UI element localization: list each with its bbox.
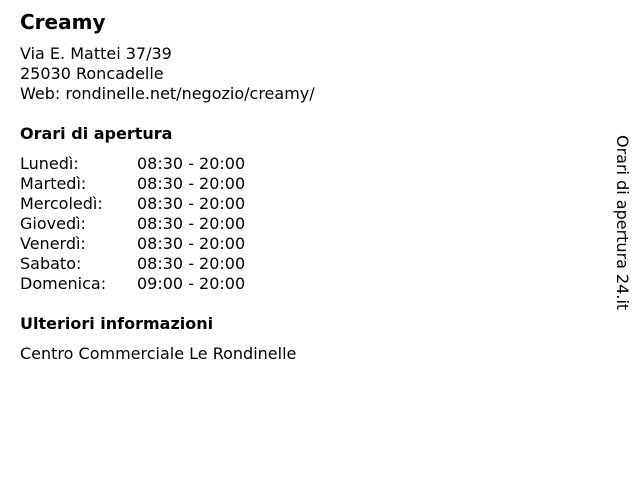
hours-row-friday (20, 234, 245, 254)
day-label: Sabato: (20, 254, 82, 273)
day-hours: 08:30 - 20:00 (137, 234, 246, 253)
hours-row-saturday (20, 254, 245, 274)
day-hours: 08:30 - 20:00 (137, 174, 246, 193)
day-label: Lunedì: (20, 154, 79, 173)
hours-row-sunday (20, 274, 245, 294)
hours-row-wednesday (20, 194, 245, 214)
hours-row-monday (20, 154, 245, 174)
address-street: Via E. Mattei 37/39 (20, 44, 172, 63)
additional-info-text: Centro Commerciale Le Rondinelle (20, 344, 297, 363)
day-label: Mercoledì: (20, 194, 103, 213)
day-label: Giovedì: (20, 214, 86, 233)
site-brand-vertical: Orari di apertura 24.it (613, 135, 632, 311)
website-line: Web: rondinelle.net/negozio/creamy/ (20, 84, 315, 103)
day-hours: 08:30 - 20:00 (137, 214, 246, 233)
day-label: Venerdì: (20, 234, 86, 253)
additional-info-heading: Ulteriori informazioni (20, 314, 214, 333)
opening-hours-table (20, 154, 245, 294)
store-name: Creamy (20, 10, 106, 34)
day-hours: 08:30 - 20:00 (137, 154, 246, 173)
day-hours: 08:30 - 20:00 (137, 254, 246, 273)
address-city: 25030 Roncadelle (20, 64, 164, 83)
opening-hours-heading: Orari di apertura (20, 124, 173, 143)
hours-row-tuesday (20, 174, 245, 194)
day-hours: 08:30 - 20:00 (137, 194, 246, 213)
day-label: Domenica: (20, 274, 107, 293)
day-hours: 09:00 - 20:00 (137, 274, 246, 293)
day-label: Martedì: (20, 174, 87, 193)
store-address (20, 44, 315, 104)
hours-row-thursday (20, 214, 245, 234)
